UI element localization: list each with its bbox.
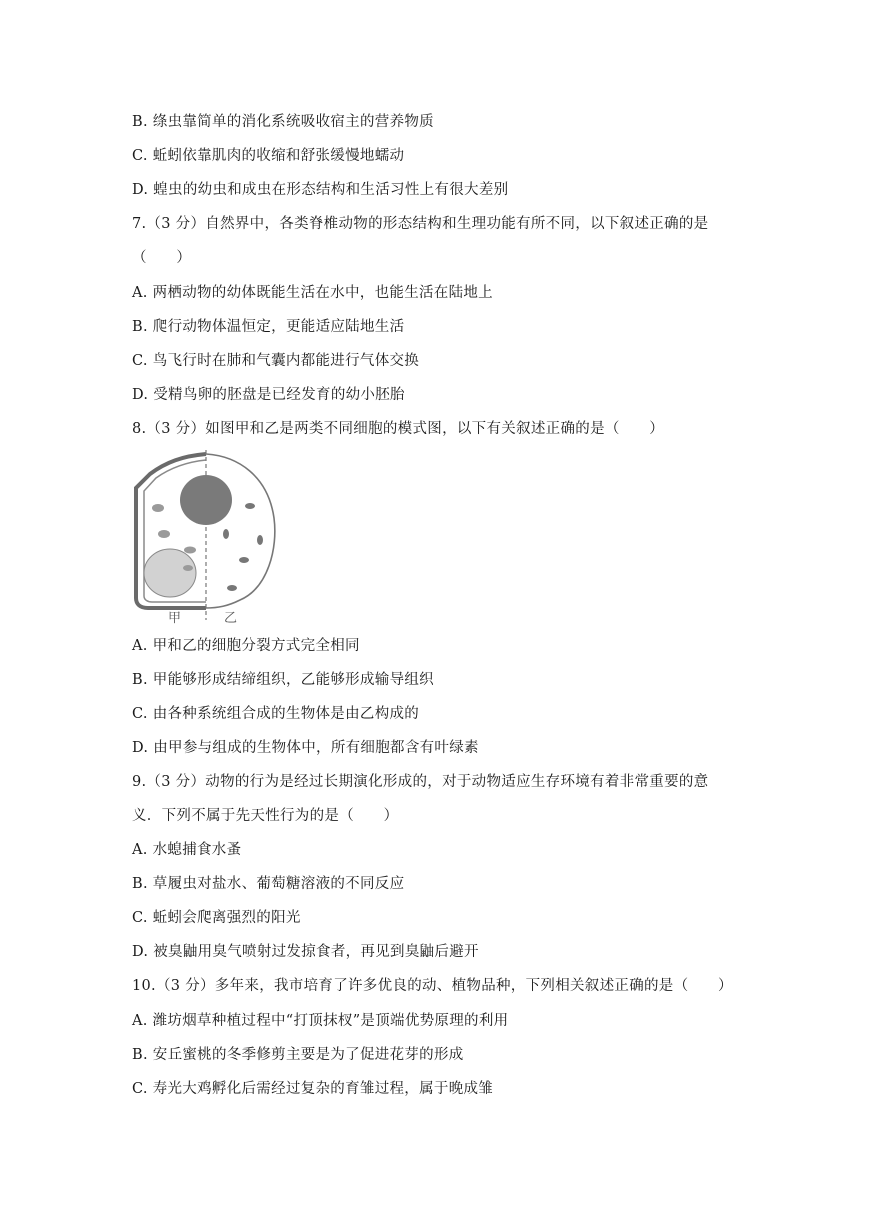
option-9b: B. 草履虫对盐水、葡萄糖溶液的不同反应 — [132, 876, 405, 892]
option-8d: D. 由甲参与组成的生物体中，所有细胞都含有叶绿素 — [132, 740, 479, 756]
cell-diagram — [128, 448, 278, 626]
option-7b: B. 爬行动物体温恒定，更能适应陆地生活 — [132, 319, 405, 335]
label-yi: 乙 — [224, 611, 238, 626]
option-9a: A. 水螅捕食水蚤 — [132, 842, 242, 858]
option-10b: B. 安丘蜜桃的冬季修剪主要是为了促进花芽的形成 — [132, 1047, 464, 1063]
question-9-stem: 9.（3 分）动物的行为是经过长期演化形成的，对于动物适应生存环境有着非常重要的意 — [132, 774, 709, 790]
label-jia: 甲 — [168, 611, 182, 626]
question-8-stem: 8.（3 分）如图甲和乙是两类不同细胞的模式图，以下有关叙述正确的是（ ） — [132, 421, 665, 437]
chloroplast — [152, 504, 164, 512]
question-9-stem-cont: 义．下列不属于先天性行为的是（ ） — [132, 808, 399, 824]
option-6b: B. 绦虫靠简单的消化系统吸收宿主的营养物质 — [132, 114, 434, 130]
option-7c: C. 鸟飞行时在肺和气囊内都能进行气体交换 — [132, 353, 420, 369]
option-9c: C. 蚯蚓会爬离强烈的阳光 — [132, 910, 301, 926]
option-10c: C. 寿光大鸡孵化后需经过复杂的育雏过程，属于晚成雏 — [132, 1081, 494, 1097]
option-6d: D. 蝗虫的幼虫和成虫在形态结构和生活习性上有很大差别 — [132, 182, 509, 198]
question-7-bracket: （ ） — [132, 250, 192, 266]
question-7-stem: 7.（3 分）自然界中，各类脊椎动物的形态结构和生理功能有所不同，以下叙述正确的是 — [132, 216, 709, 232]
option-9d: D. 被臭鼬用臭气喷射过发掠食者，再见到臭鼬后避开 — [132, 944, 479, 960]
option-8b: B. 甲能够形成结缔组织，乙能够形成输导组织 — [132, 672, 434, 688]
option-7a: A. 两栖动物的幼体既能生活在水中，也能生活在陆地上 — [132, 285, 493, 301]
mitochondrion — [245, 503, 255, 509]
option-7d: D. 受精鸟卵的胚盘是已经发育的幼小胚胎 — [132, 387, 405, 403]
vacuole — [144, 549, 196, 597]
option-8c: C. 由各种系统组合成的生物体是由乙构成的 — [132, 706, 420, 722]
question-10-stem: 10.（3 分）多年来，我市培育了许多优良的动、植物品种，下列相关叙述正确的是（ ） — [132, 978, 733, 994]
option-8a: A. 甲和乙的细胞分裂方式完全相同 — [132, 638, 360, 654]
option-6c: C. 蚯蚓依靠肌肉的收缩和舒张缓慢地蠕动 — [132, 148, 405, 164]
option-10a: A. 潍坊烟草种植过程中“打顶抹杈”是顶端优势原理的利用 — [132, 1013, 509, 1029]
nucleus — [180, 475, 232, 525]
